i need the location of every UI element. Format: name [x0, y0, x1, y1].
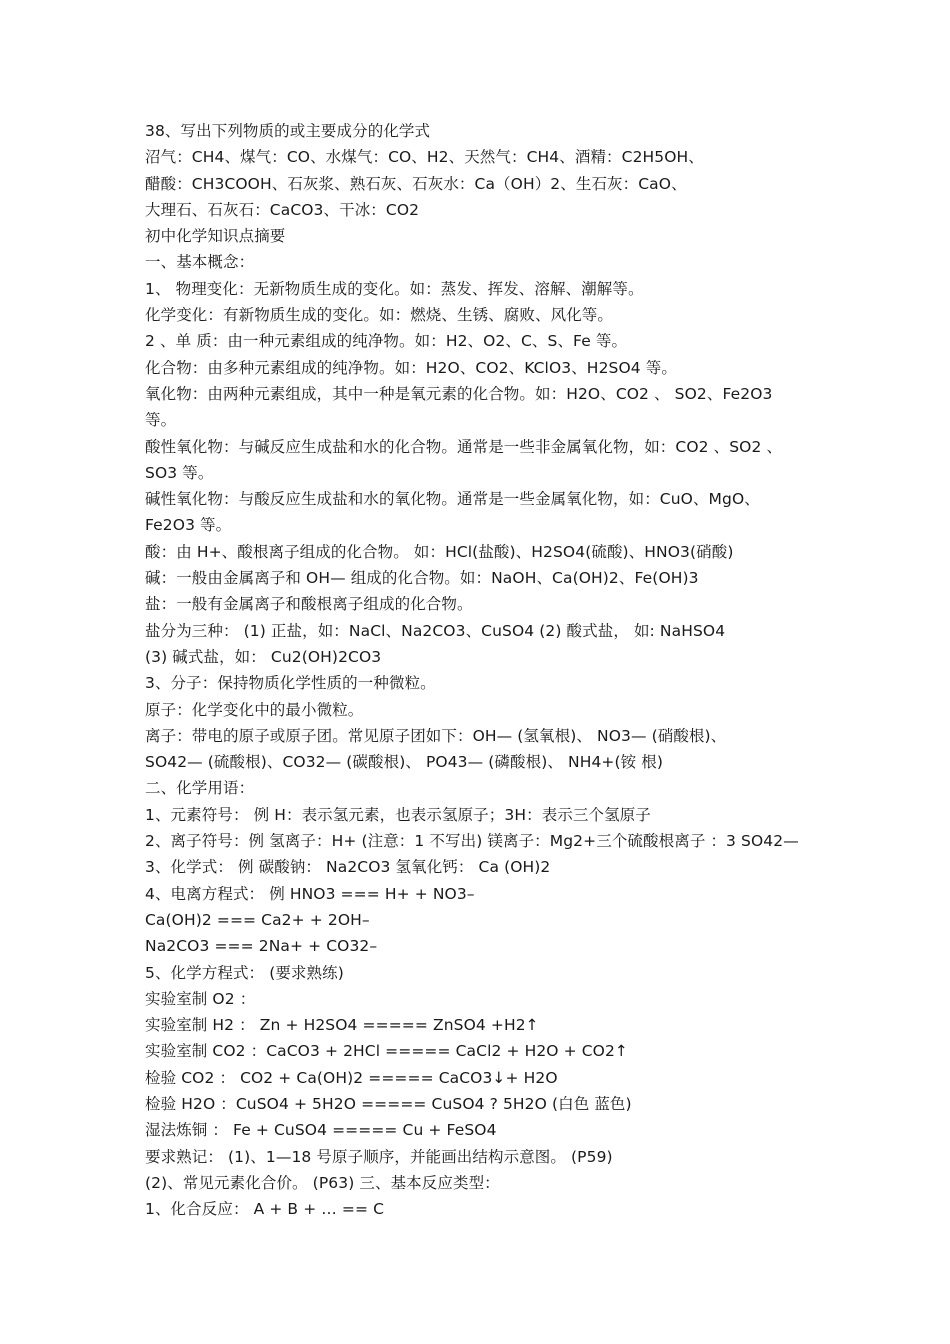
text-line: 离子：带电的原子或原子团。常见原子团如下：OH— (氢氧根)、 NO3— (硝酸根)、 — [145, 726, 727, 745]
section-title: 初中化学知识点摘要 — [145, 227, 286, 246]
text-line: 实验室制 H2 ： Zn + H2SO4 ===== ZnSO4 +H2↑ — [145, 1016, 539, 1035]
text-line: 检验 H2O ：CuSO4 + 5H2O ===== CuSO4 ? 5H2O (白色 蓝色) — [145, 1094, 632, 1113]
section-heading: 一、基本概念： — [145, 253, 255, 272]
text-line: 3、化学式： 例 碳酸钠： Na2CO3 氢氧化钙： Ca (OH)2 — [145, 858, 551, 877]
text-line: 1、元素符号： 例 H：表示氢元素，也表示氢原子；3H：表示三个氢原子 — [145, 805, 651, 824]
text-line: 酸性氧化物：与碱反应生成盐和水的化合物。通常是一些非金属氧化物，如：CO2 、SO2 、 — [145, 437, 783, 456]
text-line: Fe2O3 等。 — [145, 516, 232, 535]
text-line: Ca(OH)2 === Ca2+ + 2OH– — [145, 910, 370, 929]
text-line: 检验 CO2 ： CO2 + Ca(OH)2 ===== CaCO3↓+ H2O — [145, 1068, 558, 1087]
text-line: 2 、单 质：由一种元素组成的纯净物。如：H2、O2、C、S、Fe 等。 — [145, 332, 628, 351]
text-line: 1、 物理变化：无新物质生成的变化。如：蒸发、挥发、溶解、潮解等。 — [145, 279, 644, 298]
text-line: 化合物：由多种元素组成的纯净物。如：H2O、CO2、KClO3、H2SO4 等。 — [145, 358, 677, 377]
text-line: Na2CO3 === 2Na+ + CO32– — [145, 937, 378, 956]
document-body — [145, 118, 825, 1222]
text-line: SO42— (硫酸根)、CO32— (碳酸根)、 PO43— (磷酸根)、 NH4+(铵 根) — [145, 753, 664, 772]
text-line: 沼气：CH4、煤气：CO、水煤气：CO、H2、天然气：CH4、酒精：C2H5OH、 — [145, 148, 704, 167]
text-line: 氧化物：由两种元素组成，其中一种是氧元素的化合物。如：H2O、CO2 、 SO2、Fe2O3 — [145, 384, 773, 403]
text-line: 5、化学方程式： (要求熟练) — [145, 963, 344, 982]
text-line: 化学变化：有新物质生成的变化。如：燃烧、生锈、腐败、风化等。 — [145, 306, 614, 325]
text-line: 2、离子符号：例 氢离子：H+ (注意：1 不写出) 镁离子：Mg2+三个硫酸根离子 ：3 SO42— — [145, 832, 799, 851]
text-line: 碱：一般由金属离子和 OH— 组成的化合物。如：NaOH、Ca(OH)2、Fe(OH)3 — [145, 569, 699, 588]
text-line: 酸：由 H+、酸根离子组成的化合物。 如：HCl(盐酸)、H2SO4(硫酸)、HNO3(硝酸) — [145, 542, 734, 561]
text-line: 实验室制 O2 ： — [145, 989, 256, 1008]
text-line: 湿法炼铜 ： Fe + CuSO4 ===== Cu + FeSO4 — [145, 1121, 497, 1140]
text-line: (2)、常见元素化合价。 (P63) 三、基本反应类型： — [145, 1173, 500, 1192]
text-line: 大理石、石灰石：CaCO3、干冰：CO2 — [145, 200, 420, 219]
text-line: 38、写出下列物质的或主要成分的化学式 — [145, 122, 431, 140]
text-line: (3) 碱式盐，如： Cu2(OH)2CO3 — [145, 647, 382, 666]
text-line: 盐：一般有金属离子和酸根离子组成的化合物。 — [145, 595, 473, 614]
text-line: 实验室制 CO2 ：CaCO3 + 2HCl ===== CaCl2 + H2O + CO2↑ — [145, 1042, 629, 1061]
section-heading: 二、化学用语： — [145, 779, 255, 798]
text-line: 1、化合反应： A + B + … == C — [145, 1200, 385, 1219]
text-line: SO3 等。 — [145, 463, 214, 482]
text-line: 盐分为三种： (1) 正盐，如：NaCl、Na2CO3、CuSO4 (2) 酸式盐， 如: NaHSO4 — [145, 621, 726, 640]
text-line: 等。 — [145, 411, 177, 430]
text-line: 醋酸：CH3COOH、石灰浆、熟石灰、石灰水：Ca（OH）2、生石灰：CaO、 — [145, 174, 687, 193]
text-line: 碱性氧化物：与酸反应生成盐和水的氧化物。通常是一些金属氧化物，如：CuO、MgO、 — [145, 490, 760, 509]
text-line: 原子：化学变化中的最小微粒。 — [145, 700, 364, 719]
text-line: 3、分子：保持物质化学性质的一种微粒。 — [145, 674, 436, 693]
text-line: 4、电离方程式： 例 HNO3 === H+ + NO3– — [145, 884, 475, 903]
text-line: 要求熟记： (1)、1—18 号原子顺序，并能画出结构示意图。 (P59) — [145, 1147, 613, 1166]
